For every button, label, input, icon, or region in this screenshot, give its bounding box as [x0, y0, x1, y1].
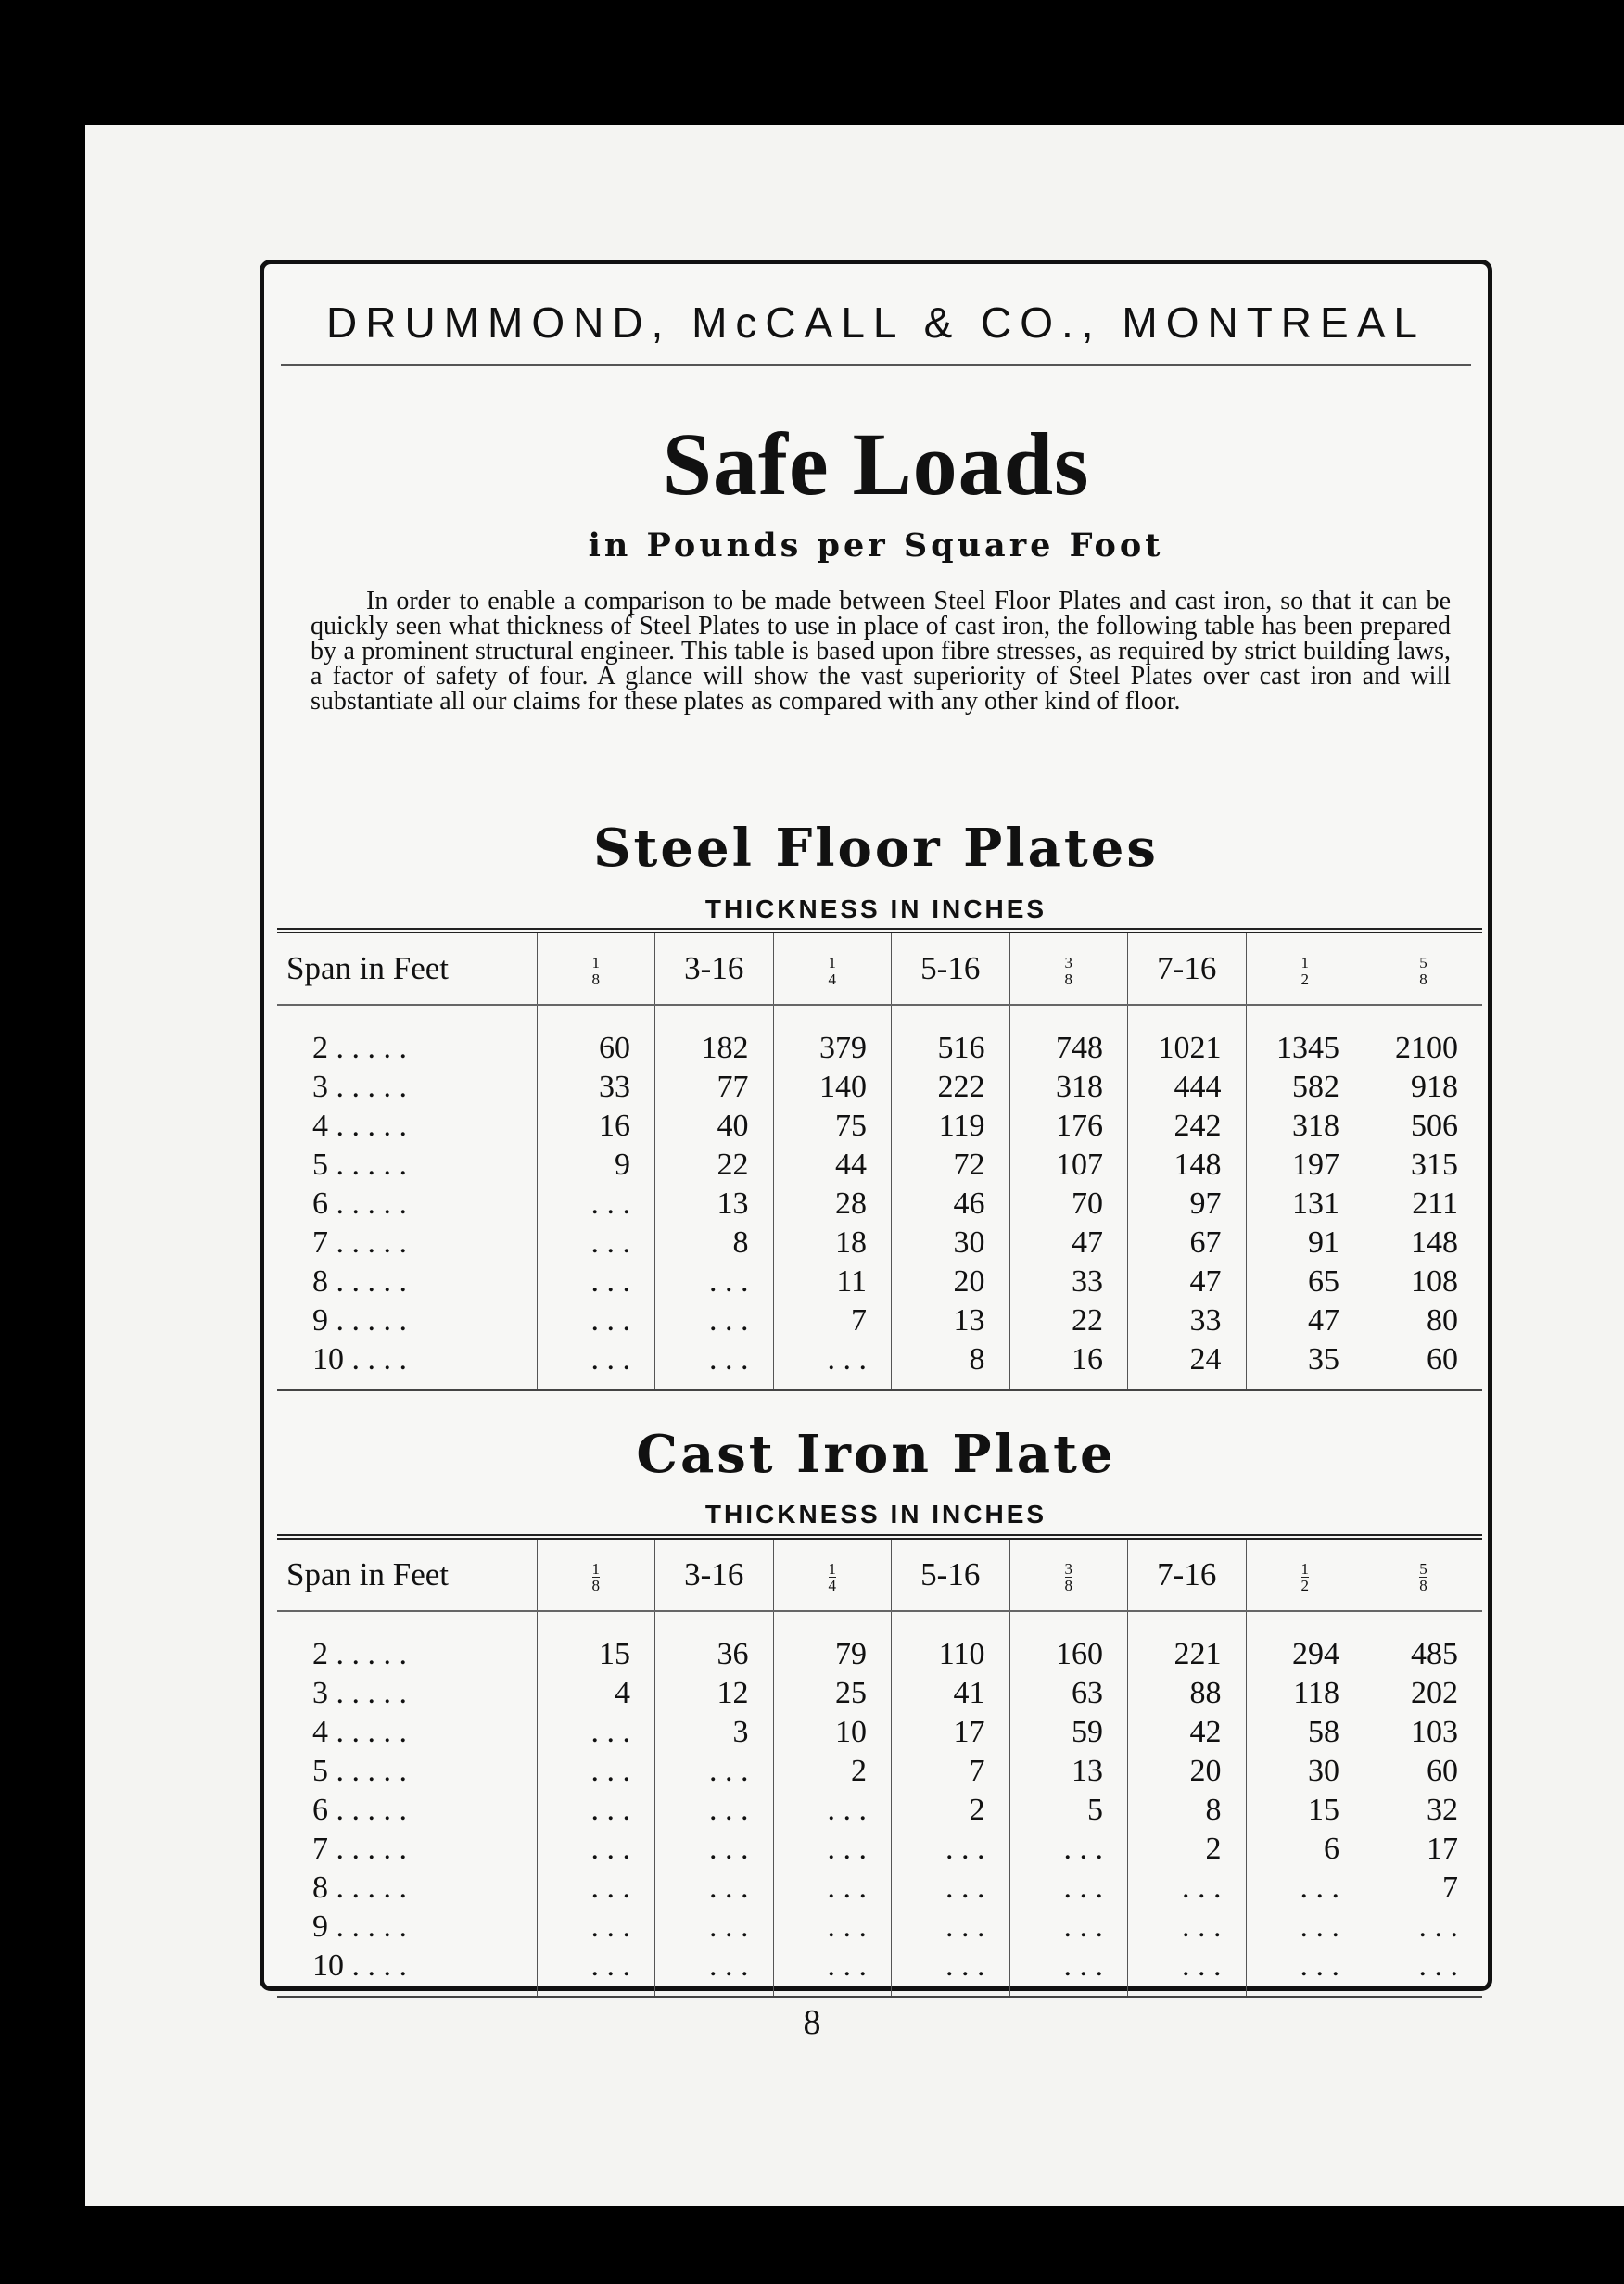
load-cell: . . . — [892, 1830, 1010, 1869]
load-cell: . . . — [537, 1869, 655, 1908]
load-cell: . . . — [1128, 1947, 1247, 1997]
table-row — [277, 1224, 1482, 1263]
load-cell: . . . — [537, 1752, 655, 1791]
load-cell: 70 — [1009, 1185, 1128, 1224]
span-cell: 8 . . . . . — [312, 1264, 407, 1299]
load-cell: . . . — [1246, 1908, 1364, 1947]
load-cell: 97 — [1128, 1185, 1247, 1224]
span-cell: 7 . . . . . — [312, 1832, 407, 1866]
load-cell: 79 — [773, 1611, 892, 1674]
span-cell: 4 . . . . . — [312, 1109, 407, 1143]
steel-loads-table — [277, 928, 1482, 1391]
load-cell: . . . — [892, 1869, 1010, 1908]
load-cell: 107 — [1009, 1146, 1128, 1185]
load-cell: . . . — [537, 1791, 655, 1830]
load-cell: 91 — [1246, 1224, 1364, 1263]
table-row — [277, 1908, 1482, 1947]
load-cell: 5 — [1009, 1791, 1128, 1830]
load-cell: . . . — [892, 1947, 1010, 1997]
load-cell: . . . — [1009, 1947, 1128, 1997]
load-cell: . . . — [1246, 1947, 1364, 1997]
load-cell: . . . — [655, 1947, 774, 1997]
span-cell: 8 . . . . . — [312, 1871, 407, 1905]
denominator: 4 — [828, 971, 836, 989]
header-row — [277, 931, 1482, 1005]
span-header: Span in Feet — [277, 931, 537, 1005]
load-cell: 202 — [1364, 1674, 1483, 1713]
load-cell: 197 — [1246, 1146, 1364, 1185]
load-cell: 59 — [1009, 1713, 1128, 1752]
load-cell: 13 — [1009, 1752, 1128, 1791]
numerator: 1 — [1300, 1560, 1309, 1579]
numerator: 5 — [1419, 1560, 1427, 1579]
load-cell: 20 — [892, 1263, 1010, 1301]
load-cell: 80 — [1364, 1301, 1483, 1340]
load-cell: . . . — [655, 1263, 774, 1301]
load-cell: 24 — [1128, 1340, 1247, 1390]
load-cell: 77 — [655, 1068, 774, 1107]
numerator: 1 — [1300, 954, 1309, 972]
denominator: 4 — [828, 1577, 836, 1595]
numerator: 3 — [1064, 1560, 1072, 1579]
thickness-header — [537, 931, 655, 1005]
span-cell: 5 . . . . . — [312, 1754, 407, 1788]
thickness-header — [537, 1537, 655, 1611]
denominator: 8 — [591, 971, 600, 989]
steel-section-subtitle: THICKNESS IN INCHES — [704, 895, 1047, 923]
span-cell: 2 . . . . . — [312, 1637, 407, 1671]
fraction — [1301, 955, 1310, 987]
load-cell: 3 — [655, 1713, 774, 1752]
table-row — [277, 1146, 1482, 1185]
table-row — [277, 1791, 1482, 1830]
load-cell: . . . — [1246, 1869, 1364, 1908]
numerator: 1 — [828, 1560, 836, 1579]
load-cell: 75 — [773, 1107, 892, 1146]
load-cell: 2 — [773, 1752, 892, 1791]
load-cell: 25 — [773, 1674, 892, 1713]
load-cell: 33 — [1128, 1301, 1247, 1340]
load-cell: . . . — [655, 1752, 774, 1791]
load-cell: 30 — [892, 1224, 1010, 1263]
load-cell: . . . — [537, 1263, 655, 1301]
bordered-panel — [260, 260, 1492, 1991]
load-cell: . . . — [892, 1908, 1010, 1947]
denominator: 2 — [1300, 971, 1309, 989]
span-cell: 6 . . . . . — [312, 1186, 407, 1221]
load-cell: 46 — [892, 1185, 1010, 1224]
span-cell: 5 . . . . . — [312, 1148, 407, 1182]
fraction — [592, 1561, 601, 1593]
denominator: 8 — [1419, 1577, 1427, 1595]
load-cell: . . . — [537, 1224, 655, 1263]
fraction — [1419, 1561, 1427, 1593]
load-cell: 118 — [1246, 1674, 1364, 1713]
load-cell: 13 — [655, 1185, 774, 1224]
load-cell: . . . — [773, 1869, 892, 1908]
steel-section-title: Steel Floor Plates — [593, 818, 1159, 879]
intro-paragraph: In order to enable a comparison to be made between Steel Floor Plates and cast iron, so that it can be quickly seen what thickness of Steel Plates to use in place of cast iron, the following table has been prepared by a prominent structural engineer. This table is based upon fibre stresses, as required by strict building laws, a factor of safety of four. A glance will show the vast superiority of Steel Plates over cast iron and will substantiate all our claims for these plates as compared with any other kind of floor. — [311, 587, 1451, 716]
load-cell: 47 — [1246, 1301, 1364, 1340]
load-cell: 17 — [892, 1713, 1010, 1752]
table-row — [277, 1752, 1482, 1791]
denominator: 8 — [1064, 1577, 1072, 1595]
load-cell: 15 — [537, 1611, 655, 1674]
load-cell: 47 — [1128, 1263, 1247, 1301]
load-cell: 2 — [892, 1791, 1010, 1830]
cast-iron-loads-table — [277, 1534, 1482, 1998]
load-cell: 318 — [1246, 1107, 1364, 1146]
load-cell: 918 — [1364, 1068, 1483, 1107]
load-cell: 7 — [773, 1301, 892, 1340]
load-cell: . . . — [1364, 1908, 1483, 1947]
load-cell: . . . — [773, 1340, 892, 1390]
span-cell: 3 . . . . . — [312, 1676, 407, 1710]
load-cell: 60 — [1364, 1340, 1483, 1390]
firm-name: DRUMMOND, McCALL & CO., MONTREAL — [326, 298, 1426, 347]
table-row — [277, 1263, 1482, 1301]
thickness-header: 7-16 — [1128, 931, 1247, 1005]
load-cell: 16 — [537, 1107, 655, 1146]
load-cell: 242 — [1128, 1107, 1247, 1146]
load-cell: 13 — [892, 1301, 1010, 1340]
load-cell: 41 — [892, 1674, 1010, 1713]
load-cell: 211 — [1364, 1185, 1483, 1224]
load-cell: 160 — [1009, 1611, 1128, 1674]
load-cell: . . . — [773, 1830, 892, 1869]
load-cell: . . . — [655, 1301, 774, 1340]
table-row — [277, 1301, 1482, 1340]
load-cell: . . . — [537, 1185, 655, 1224]
denominator: 8 — [591, 1577, 600, 1595]
fraction — [1065, 955, 1073, 987]
load-cell: 318 — [1009, 1068, 1128, 1107]
thickness-header: 3-16 — [655, 1537, 774, 1611]
load-cell: 506 — [1364, 1107, 1483, 1146]
span-cell: 6 . . . . . — [312, 1793, 407, 1827]
table-row — [277, 1869, 1482, 1908]
numerator: 5 — [1419, 954, 1427, 972]
load-cell: 10 — [773, 1713, 892, 1752]
load-cell: . . . — [537, 1947, 655, 1997]
load-cell: 42 — [1128, 1713, 1247, 1752]
load-cell: 222 — [892, 1068, 1010, 1107]
thickness-header: 5-16 — [892, 1537, 1010, 1611]
fraction — [1301, 1561, 1310, 1593]
load-cell: . . . — [1009, 1830, 1128, 1869]
thickness-header: 7-16 — [1128, 1537, 1247, 1611]
load-cell: . . . — [773, 1791, 892, 1830]
load-cell: . . . — [537, 1301, 655, 1340]
load-cell: . . . — [1009, 1908, 1128, 1947]
thickness-header — [1009, 1537, 1128, 1611]
thickness-header: 5-16 — [892, 931, 1010, 1005]
table-row — [277, 1611, 1482, 1674]
load-cell: 8 — [892, 1340, 1010, 1390]
load-cell: 131 — [1246, 1185, 1364, 1224]
load-cell: 1021 — [1128, 1005, 1247, 1068]
load-cell: . . . — [537, 1908, 655, 1947]
load-cell: 108 — [1364, 1263, 1483, 1301]
load-cell: 2 — [1128, 1830, 1247, 1869]
load-cell: 33 — [1009, 1263, 1128, 1301]
load-cell: 176 — [1009, 1107, 1128, 1146]
load-cell: 148 — [1128, 1146, 1247, 1185]
load-cell: 63 — [1009, 1674, 1128, 1713]
load-cell: 40 — [655, 1107, 774, 1146]
load-cell: 17 — [1364, 1830, 1483, 1869]
load-cell: . . . — [773, 1908, 892, 1947]
load-cell: 22 — [1009, 1301, 1128, 1340]
fraction — [1419, 955, 1427, 987]
load-cell: 315 — [1364, 1146, 1483, 1185]
denominator: 2 — [1300, 1577, 1309, 1595]
load-cell: 36 — [655, 1611, 774, 1674]
load-cell: 30 — [1246, 1752, 1364, 1791]
page-title: Safe Loads — [662, 414, 1090, 514]
load-cell: 16 — [1009, 1340, 1128, 1390]
span-cell: 9 . . . . . — [312, 1910, 407, 1944]
table-row — [277, 1185, 1482, 1224]
load-cell: 485 — [1364, 1611, 1483, 1674]
thickness-header — [1246, 1537, 1364, 1611]
load-cell: 33 — [537, 1068, 655, 1107]
load-cell: 67 — [1128, 1224, 1247, 1263]
load-cell: . . . — [655, 1830, 774, 1869]
page-subtitle: in Pounds per Square Foot — [588, 527, 1164, 565]
load-cell: 18 — [773, 1224, 892, 1263]
load-cell: 110 — [892, 1611, 1010, 1674]
load-cell: 379 — [773, 1005, 892, 1068]
load-cell: 748 — [1009, 1005, 1128, 1068]
span-header: Span in Feet — [277, 1537, 537, 1611]
table-row — [277, 1674, 1482, 1713]
load-cell: 119 — [892, 1107, 1010, 1146]
load-cell: . . . — [655, 1340, 774, 1390]
load-cell: 20 — [1128, 1752, 1247, 1791]
span-cell: 10 . . . . — [312, 1948, 407, 1983]
load-cell: 8 — [655, 1224, 774, 1263]
load-cell: . . . — [1128, 1869, 1247, 1908]
load-cell: 15 — [1246, 1791, 1364, 1830]
load-cell: 60 — [537, 1005, 655, 1068]
load-cell: . . . — [1364, 1947, 1483, 1997]
load-cell: . . . — [537, 1340, 655, 1390]
load-cell: 582 — [1246, 1068, 1364, 1107]
thickness-header — [1009, 931, 1128, 1005]
thickness-header — [1246, 931, 1364, 1005]
table-row — [277, 1107, 1482, 1146]
fraction — [1065, 1561, 1073, 1593]
firm-rule — [281, 364, 1471, 366]
numerator: 3 — [1064, 954, 1072, 972]
load-cell: 7 — [892, 1752, 1010, 1791]
cast-iron-section-title: Cast Iron Plate — [636, 1424, 1116, 1485]
load-cell: 32 — [1364, 1791, 1483, 1830]
span-cell: 7 . . . . . — [312, 1225, 407, 1260]
table-row — [277, 1340, 1482, 1390]
load-cell: 60 — [1364, 1752, 1483, 1791]
load-cell: 9 — [537, 1146, 655, 1185]
span-cell: 9 . . . . . — [312, 1303, 407, 1338]
load-cell: . . . — [537, 1830, 655, 1869]
load-cell: . . . — [1009, 1869, 1128, 1908]
table-row — [277, 1947, 1482, 1997]
load-cell: 6 — [1246, 1830, 1364, 1869]
table-row — [277, 1005, 1482, 1068]
span-cell: 2 . . . . . — [312, 1031, 407, 1065]
load-cell: . . . — [655, 1869, 774, 1908]
load-cell: . . . — [773, 1947, 892, 1997]
load-cell: 58 — [1246, 1713, 1364, 1752]
fraction — [829, 955, 837, 987]
span-cell: 4 . . . . . — [312, 1715, 407, 1749]
load-cell: 12 — [655, 1674, 774, 1713]
load-cell: 148 — [1364, 1224, 1483, 1263]
load-cell: 103 — [1364, 1713, 1483, 1752]
load-cell: . . . — [655, 1908, 774, 1947]
load-cell: . . . — [1128, 1908, 1247, 1947]
table-row — [277, 1713, 1482, 1752]
numerator: 1 — [828, 954, 836, 972]
thickness-header — [1364, 931, 1483, 1005]
load-cell: 7 — [1364, 1869, 1483, 1908]
load-cell: 22 — [655, 1146, 774, 1185]
thickness-header: 3-16 — [655, 931, 774, 1005]
load-cell: 182 — [655, 1005, 774, 1068]
load-cell: 72 — [892, 1146, 1010, 1185]
thickness-header — [773, 1537, 892, 1611]
load-cell: 4 — [537, 1674, 655, 1713]
thickness-header — [773, 931, 892, 1005]
denominator: 8 — [1419, 971, 1427, 989]
load-cell: . . . — [537, 1713, 655, 1752]
load-cell: . . . — [655, 1791, 774, 1830]
load-cell: 47 — [1009, 1224, 1128, 1263]
load-cell: 1345 — [1246, 1005, 1364, 1068]
thickness-header — [1364, 1537, 1483, 1611]
load-cell: 8 — [1128, 1791, 1247, 1830]
load-cell: 35 — [1246, 1340, 1364, 1390]
load-cell: 2100 — [1364, 1005, 1483, 1068]
load-cell: 444 — [1128, 1068, 1247, 1107]
fraction — [592, 955, 601, 987]
load-cell: 28 — [773, 1185, 892, 1224]
load-cell: 221 — [1128, 1611, 1247, 1674]
load-cell: 294 — [1246, 1611, 1364, 1674]
table-row — [277, 1830, 1482, 1869]
load-cell: 11 — [773, 1263, 892, 1301]
load-cell: 88 — [1128, 1674, 1247, 1713]
span-cell: 3 . . . . . — [312, 1070, 407, 1104]
numerator: 1 — [591, 954, 600, 972]
load-cell: 44 — [773, 1146, 892, 1185]
page-number: 8 — [803, 2003, 821, 2042]
numerator: 1 — [591, 1560, 600, 1579]
fraction — [829, 1561, 837, 1593]
span-cell: 10 . . . . — [312, 1342, 407, 1377]
denominator: 8 — [1064, 971, 1072, 989]
load-cell: 516 — [892, 1005, 1010, 1068]
table-row — [277, 1068, 1482, 1107]
cast-iron-section-subtitle: THICKNESS IN INCHES — [704, 1500, 1047, 1529]
header-row — [277, 1537, 1482, 1611]
load-cell: 65 — [1246, 1263, 1364, 1301]
load-cell: 140 — [773, 1068, 892, 1107]
